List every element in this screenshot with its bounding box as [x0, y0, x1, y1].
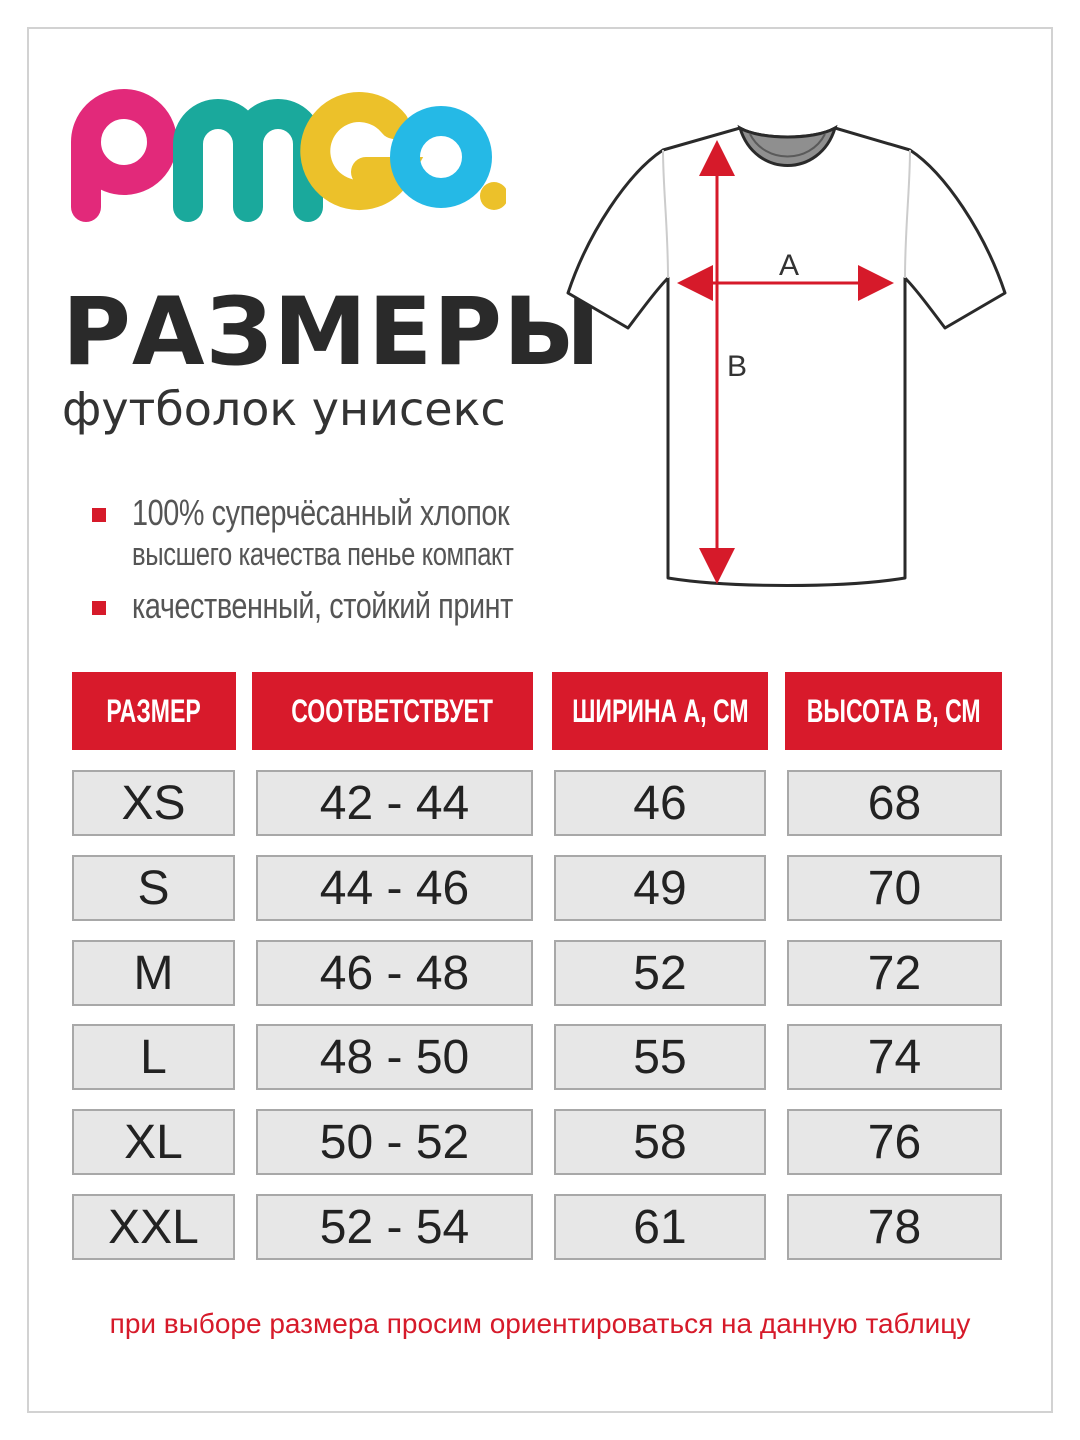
cell-width: 46 [554, 770, 766, 836]
cell-width: 49 [554, 855, 766, 921]
cell-width: 52 [554, 940, 766, 1006]
cell-size: S [72, 855, 235, 921]
cell-height: 76 [787, 1109, 1002, 1175]
table-header-row [72, 672, 1002, 750]
tshirt-outline-icon [568, 128, 1005, 586]
feature-item [90, 492, 609, 573]
table-row [72, 855, 1002, 921]
cell-height: 70 [787, 855, 1002, 921]
feature-item [90, 585, 609, 627]
table-row [72, 1109, 1002, 1175]
feature-line: 100% суперчёсанный хлопок [132, 492, 510, 533]
bullet-square-icon [92, 508, 106, 522]
cell-width: 61 [554, 1194, 766, 1260]
width-label: A [779, 249, 800, 282]
brand-logo [66, 72, 506, 222]
cell-height: 68 [787, 770, 1002, 836]
cell-height: 74 [787, 1024, 1002, 1090]
cell-fits: 44 - 46 [256, 855, 533, 921]
table-row [72, 770, 1002, 836]
cell-size: XS [72, 770, 235, 836]
cell-fits: 42 - 44 [256, 770, 533, 836]
size-table [72, 672, 1002, 1254]
header-width: ШИРИНА А, СМ [552, 672, 768, 750]
table-row [72, 940, 1002, 1006]
cell-fits: 52 - 54 [256, 1194, 533, 1260]
cell-width: 58 [554, 1109, 766, 1175]
cell-size: XL [72, 1109, 235, 1175]
table-row [72, 1024, 1002, 1090]
cell-width: 55 [554, 1024, 766, 1090]
header-fits: СООТВЕТСТВУЕТ [252, 672, 533, 750]
cell-fits: 46 - 48 [256, 940, 533, 1006]
bullet-square-icon [92, 601, 106, 615]
header-size: РАЗМЕР [72, 672, 236, 750]
height-label: B [727, 350, 748, 383]
cell-fits: 50 - 52 [256, 1109, 533, 1175]
cell-fits: 48 - 50 [256, 1024, 533, 1090]
feature-line: качественный, стойкий принт [132, 585, 513, 626]
cell-size: XXL [72, 1194, 235, 1260]
tshirt-diagram [565, 118, 1010, 593]
header-height: ВЫСОТА В, СМ [785, 672, 1002, 750]
cell-height: 72 [787, 940, 1002, 1006]
table-row [72, 1194, 1002, 1260]
feature-line: высшего качества пенье компакт [132, 536, 514, 572]
cell-height: 78 [787, 1194, 1002, 1260]
cell-size: L [72, 1024, 235, 1090]
feature-list [90, 492, 609, 627]
page-subtitle: футболок унисекс [62, 382, 506, 436]
footnote: при выборе размера просим ориентироваться на данную таблицу [109, 1308, 971, 1339]
cell-size: M [72, 940, 235, 1006]
page-title: РАЗМЕРЫ [62, 278, 602, 387]
